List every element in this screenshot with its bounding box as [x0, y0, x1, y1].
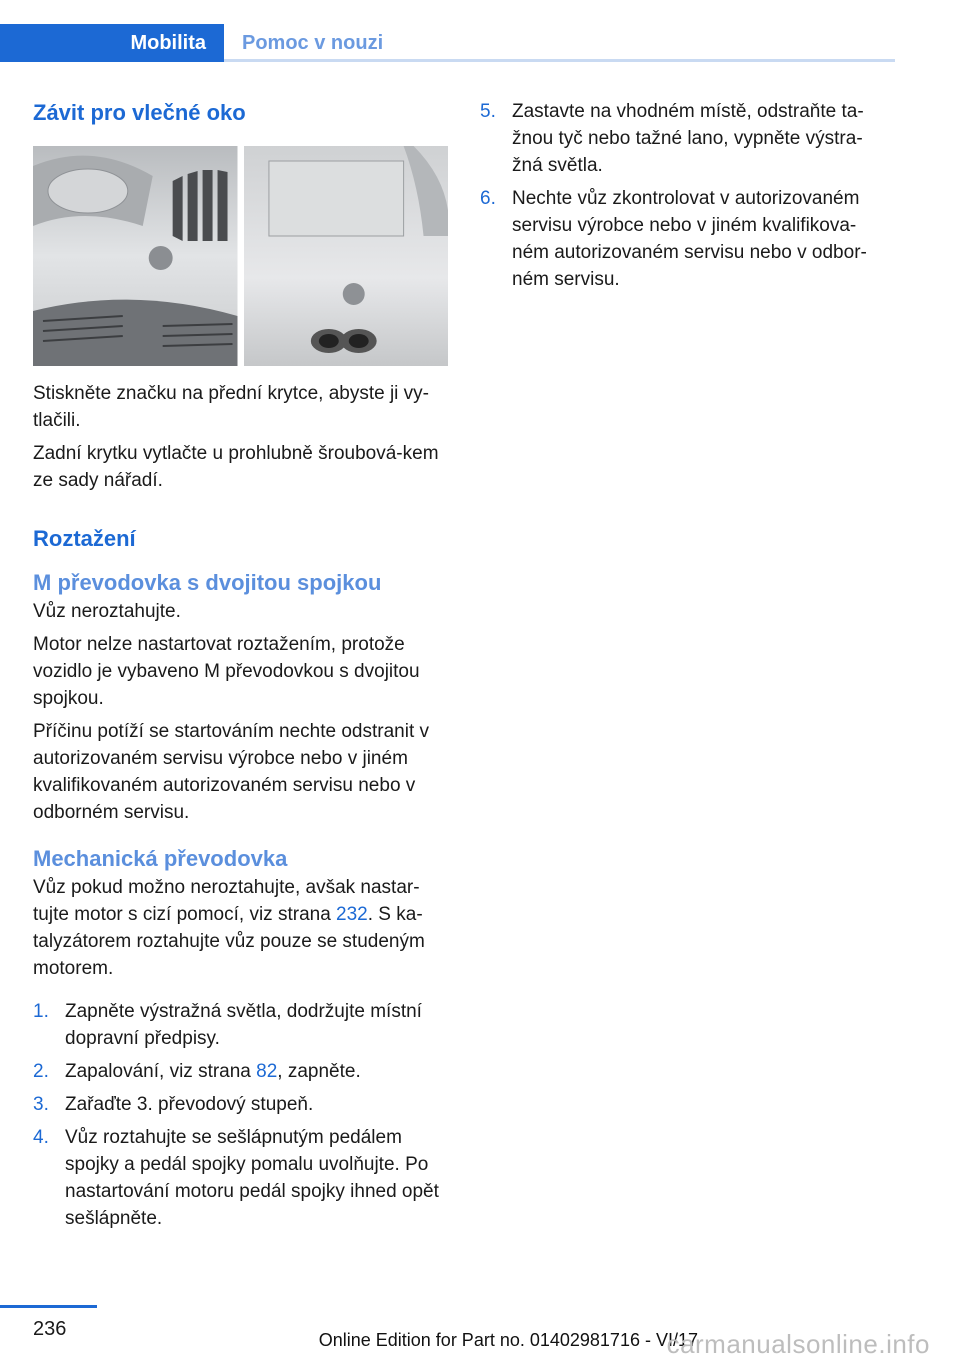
step-number: 2.: [33, 1061, 49, 1082]
list-item: [33, 1058, 448, 1085]
step-number: 3.: [33, 1094, 49, 1115]
watermark: carmanualsonline.info: [666, 1329, 930, 1359]
page-link-82[interactable]: 82: [256, 1061, 278, 1082]
text-fragment: . S ka‐talyzátorem roztahujte vůz pouze se studeným motorem.: [33, 904, 425, 979]
top-navigation: [0, 0, 895, 62]
paragraph-manual: [33, 874, 448, 982]
step-text: Zařaďte 3. převodový stupeň.: [65, 1094, 314, 1115]
header-divider: [224, 59, 895, 62]
text-fragment: Vůz pokud možno neroztahujte, avšak nastar‐tujte motor s cizí pomocí, viz strana: [33, 877, 420, 925]
step-number: 4.: [33, 1127, 49, 1148]
step-number: 6.: [480, 188, 496, 209]
section-title-towing: Roztažení: [33, 526, 136, 551]
rear-bumper-image: [244, 146, 449, 366]
tab-mobilita[interactable]: Mobilita: [0, 24, 224, 62]
tab-pomoc-v-nouzi[interactable]: Pomoc v nouzi: [242, 31, 384, 54]
section-title-tow-eye: Závit pro vlečné oko: [33, 100, 246, 125]
steps-list-left: [33, 998, 448, 1232]
list-item: [33, 1091, 448, 1118]
list-item: [480, 185, 890, 293]
right-column: [480, 98, 890, 299]
steps-list-right: [480, 98, 890, 293]
step-text: Nechte vůz zkontrolovat v autorizovaném servisu výrobce nebo v jiném kvalifikova‐ném autorizovaném servisu nebo v odbor‐ném servisu.: [512, 188, 867, 290]
page-number-rule: [0, 1305, 97, 1308]
paragraph-dct-2: Motor nelze nastartovat roztažením, protože vozidlo je vybaveno M převodovkou s dvojitou spojkou.: [33, 634, 420, 709]
paragraph-rear-cover: Zadní krytku vytlačte u prohlubně šroubová‐kem ze sady nářadí.: [33, 443, 439, 491]
subsection-title-dct: M převodovka s dvojitou spojkou: [33, 570, 382, 595]
edition-footer: Online Edition for Part no. 01402981716 - VI/17: [318, 1330, 698, 1350]
page-link-232[interactable]: 232: [336, 904, 368, 925]
page-number: 236: [33, 1318, 67, 1340]
step-text: Vůz roztahujte se sešlápnutým pedálem spojky a pedál spojky pomalu uvolňujte. Po nastartování motoru pedál spojky ihned opět sešlápněte.: [65, 1127, 439, 1229]
step-number: 5.: [480, 101, 496, 122]
step-number: 1.: [33, 1001, 49, 1022]
paragraph-dct-3: Příčinu potíží se startováním nechte odstranit v autorizovaném servisu výrobce nebo v jiném kvalifikovaném autorizovaném servisu nebo v odborném servisu.: [33, 721, 430, 823]
list-item: [480, 98, 890, 179]
step-text: [65, 1058, 448, 1085]
list-item: [33, 1124, 448, 1232]
step-text: Zastavte na vhodném místě, odstraňte ta‐žnou tyč nebo tažné lano, vypněte výstra‐žná světla.: [512, 101, 864, 176]
paragraph-front-cover: Stiskněte značku na přední krytce, abyste ji vy‐tlačili.: [33, 383, 430, 431]
text-fragment: Zapalování, viz strana: [65, 1061, 257, 1082]
list-item: [33, 998, 448, 1052]
paragraph-dct-1: Vůz neroztahujte.: [33, 601, 181, 622]
step-text: Zapněte výstražná světla, dodržujte místní dopravní předpisy.: [65, 1001, 422, 1049]
subsection-title-manual: Mechanická převodovka: [33, 846, 288, 871]
left-column: [33, 98, 448, 1238]
front-bumper-image: [33, 146, 238, 366]
tow-eye-figure: [33, 146, 448, 366]
text-fragment: , zapněte.: [277, 1061, 361, 1082]
